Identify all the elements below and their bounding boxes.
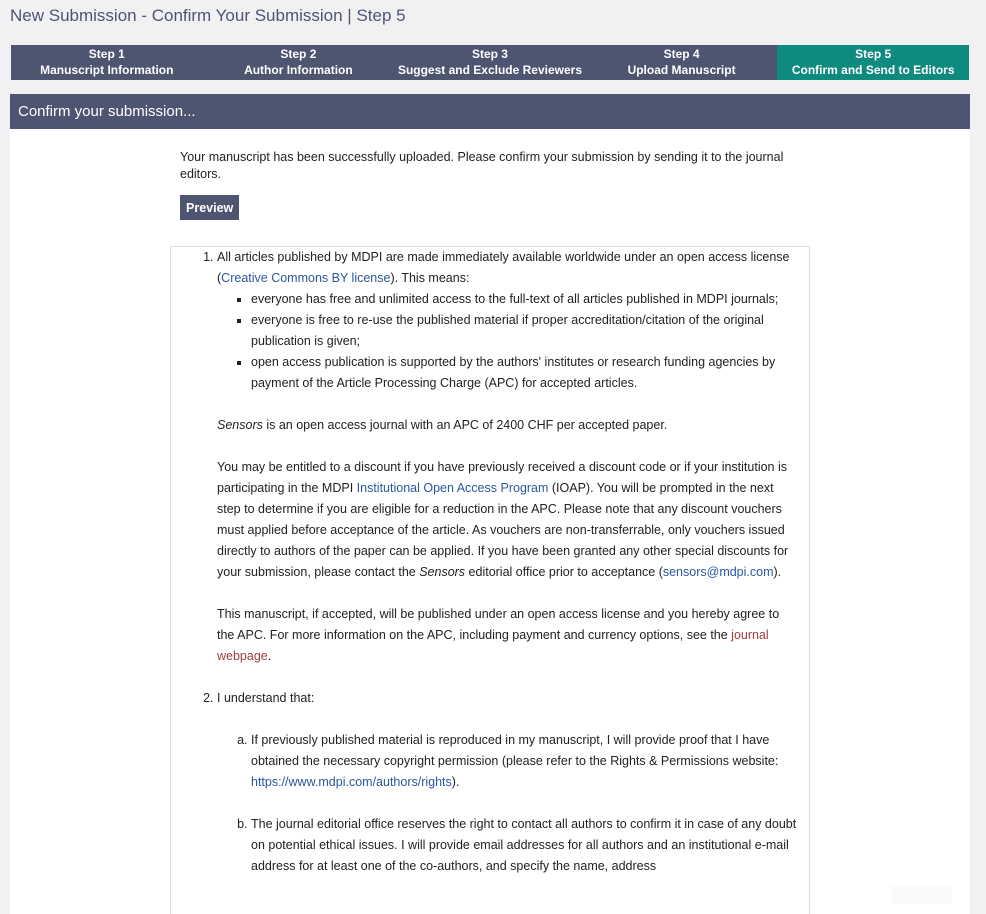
- step-1-label: Manuscript Information: [40, 63, 174, 77]
- journal-name: Sensors: [419, 565, 466, 579]
- journal-webpage-link[interactable]: journal webpage: [217, 628, 769, 663]
- text: All articles published by MDPI are made immediately available worldwide under an open access license (: [217, 250, 790, 285]
- bullet-item: ▪ everyone is free to re-use the published material if proper accreditation/citation of the original publication is given;: [251, 310, 797, 352]
- creative-commons-link[interactable]: Creative Commons BY license: [221, 271, 391, 285]
- understand-list: [217, 730, 797, 877]
- text: (IOAP). You will be prompted in the next step to determine if you are eligible for a reduction in the APC. Please note that any discount vouchers must applied before acceptance of the article. As vouchers are non-transferrable, only vouchers issued directly to authors of the paper can be applied. If you have been granted any other special discounts for your submission, please contact the: [217, 481, 789, 579]
- step-3[interactable]: [394, 45, 586, 80]
- step-3-number: Step 3: [471, 47, 508, 61]
- terms-box[interactable]: [170, 246, 810, 914]
- journal-name: Sensors: [217, 418, 263, 432]
- ioap-link[interactable]: Institutional Open Access Program: [356, 481, 549, 495]
- step-2[interactable]: [203, 45, 395, 80]
- understand-item-a: [251, 730, 797, 793]
- terms-list: [171, 247, 809, 877]
- text: ).: [451, 775, 460, 789]
- bullet-item: ▪ everyone has free and unlimited access to the full-text of all articles published in MDPI journals;: [251, 289, 797, 310]
- bullet-item: ▪ open access publication is supported by the authors' institutes or research funding agencies by payment of the Article Processing Charge (APC) for accepted articles.: [251, 352, 797, 394]
- discount-paragraph: [217, 457, 797, 583]
- preview-button[interactable]: Preview: [180, 195, 239, 220]
- open-access-paragraph: [217, 247, 797, 289]
- step-4-label: Upload Manuscript: [627, 63, 736, 77]
- license-paragraph: [217, 604, 797, 667]
- text: is an open access journal with an APC of 2400 CHF per accepted paper.: [262, 418, 668, 432]
- step-3-label: Suggest and Exclude Reviewers: [397, 63, 583, 77]
- step-1[interactable]: [11, 45, 203, 80]
- content-panel: [10, 129, 970, 914]
- understand-item-b: b. The journal editorial office reserves the right to contact all authors to confirm it in case of any doubt on potential ethical issues. I will provide email addresses for all authors and an institutional e-mail address for at least one of the co-authors, and specify the name, address: [251, 814, 797, 877]
- step-5-label: Confirm and Send to Editors: [791, 63, 955, 77]
- step-2-label: Author Information: [244, 63, 353, 77]
- understand-intro: 2. I understand that:: [217, 691, 315, 705]
- text: You may be entitled to a discount if you have previously received a discount code or if your institution is participating in the MDPI: [217, 460, 788, 495]
- text: .: [267, 649, 272, 663]
- decorative-blur: [892, 886, 952, 904]
- step-5-number: Step 5: [855, 47, 892, 61]
- rights-link[interactable]: https://www.mdpi.com/authors/rights: [251, 775, 452, 789]
- section-header: Confirm your submission...: [10, 94, 970, 129]
- step-5-active[interactable]: [777, 45, 969, 80]
- text: If previously published material is reproduced in my manuscript, I will provide proof that I have obtained the necessary copyright permission (please refer to the Rights & Permissions website:: [251, 733, 779, 768]
- text: editorial office prior to acceptance (: [465, 565, 663, 579]
- step-progress-bar: [11, 45, 969, 80]
- step-1-number: Step 1: [88, 47, 125, 61]
- intro-text: Your manuscript has been successfully uploaded. Please confirm your submission by sending it to the journal editors.: [180, 150, 784, 181]
- terms-item-2: [217, 688, 797, 877]
- text: This manuscript, if accepted, will be published under an open access license and you hereby agree to the APC. For more information on the APC, including payment and currency options, see the: [217, 607, 780, 642]
- step-4[interactable]: [586, 45, 778, 80]
- apc-paragraph: [217, 415, 797, 436]
- open-access-bullets: [217, 289, 797, 394]
- step-2-number: Step 2: [280, 47, 317, 61]
- text: ).: [773, 565, 782, 579]
- terms-item-1: [217, 247, 797, 688]
- page-title: New Submission - Confirm Your Submission | Step 5: [10, 6, 406, 25]
- text: ). This means:: [390, 271, 470, 285]
- step-4-number: Step 4: [663, 47, 700, 61]
- email-link[interactable]: sensors@mdpi.com: [662, 565, 774, 579]
